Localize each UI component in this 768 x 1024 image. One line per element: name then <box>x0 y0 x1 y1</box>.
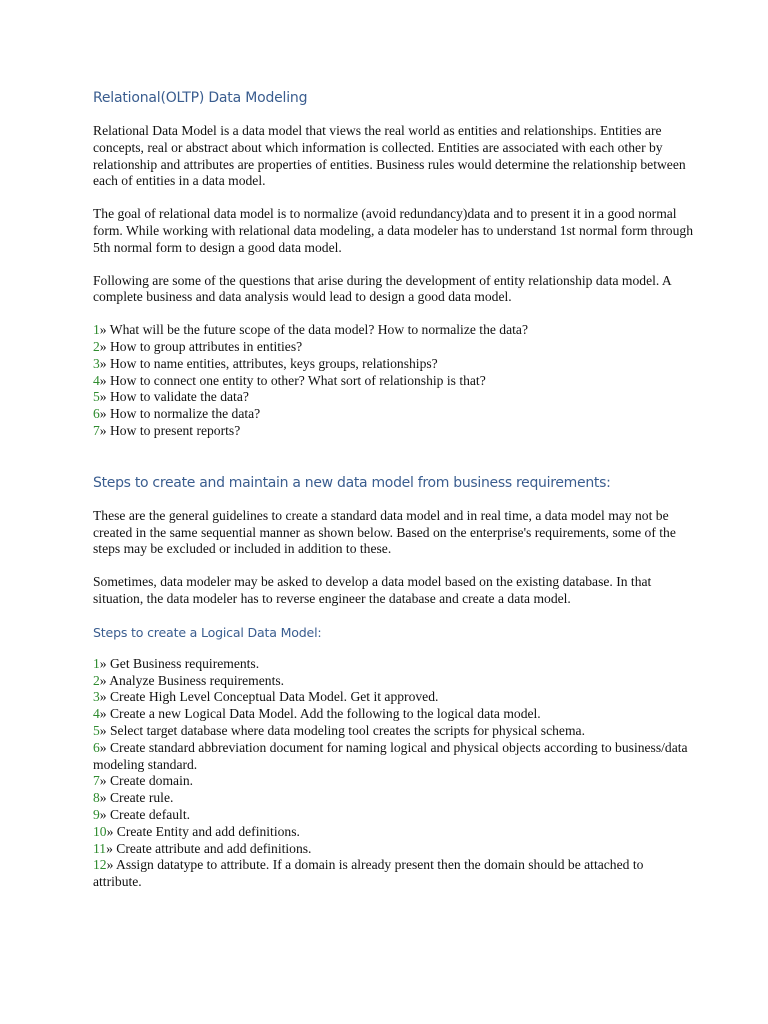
list-text: » What will be the future scope of the data model? How to normalize the data? <box>99 322 528 338</box>
list-item <box>93 723 693 740</box>
list-item <box>93 689 693 706</box>
questions-list <box>93 322 693 440</box>
list-item <box>93 339 693 356</box>
list-text: » How to validate the data? <box>99 389 249 405</box>
list-text: » How to normalize the data? <box>99 406 261 422</box>
list-item <box>93 773 693 790</box>
list-number: 7 <box>93 422 100 438</box>
list-text: » How to name entities, attributes, keys groups, relationships? <box>99 355 438 371</box>
list-item <box>93 706 693 723</box>
list-text: » Create attribute and add definitions. <box>106 840 312 856</box>
list-item <box>93 389 693 406</box>
list-item <box>93 406 693 423</box>
list-text: » Create High Level Conceptual Data Model. Get it approved. <box>99 689 439 705</box>
list-number: 11 <box>93 840 107 856</box>
list-text: » Create a new Logical Data Model. Add the following to the logical data model. <box>99 706 541 722</box>
list-item <box>93 673 693 690</box>
list-item <box>93 807 693 824</box>
list-number: 4 <box>93 372 100 388</box>
paragraph: The goal of relational data model is to normalize (avoid redundancy)data and to present it in a good normal form. While working with relational data modeling, a data modeler has to understand 1st normal form through 5th normal form to design a good data model. <box>93 206 693 255</box>
list-text: » How to group attributes in entities? <box>99 338 303 354</box>
list-text: » Create rule. <box>99 790 174 806</box>
list-number: 3 <box>93 355 100 371</box>
list-text: » How to present reports? <box>99 422 241 438</box>
list-number: 1 <box>93 322 100 338</box>
spacer <box>93 440 693 473</box>
list-number: 9 <box>93 806 100 822</box>
list-item <box>93 857 693 891</box>
paragraph: Sometimes, data modeler may be asked to develop a data model based on the existing database. In that situation, the data modeler has to reverse engineer the database and create a data model. <box>93 574 652 606</box>
steps-list <box>93 656 693 891</box>
list-item <box>93 322 693 339</box>
list-number: 10 <box>93 823 107 839</box>
list-item <box>93 740 693 774</box>
list-text: » How to connect one entity to other? What sort of relationship is that? <box>99 372 486 388</box>
paragraph: Following are some of the questions that arise during the development of entity relationship data model. A complete business and data analysis would lead to design a good data model. <box>93 272 671 305</box>
section-heading-relational-data-modeling: Relational(OLTP) Data Modeling <box>93 90 308 106</box>
list-number: 1 <box>93 655 100 671</box>
list-number: 3 <box>93 689 100 705</box>
list-text: » Analyze Business requirements. <box>99 672 285 688</box>
list-item <box>93 841 693 858</box>
paragraph: Relational Data Model is a data model that views the real world as entities and relationships. Entities are concepts, real or abstract about which information is collected. Entities are associated with each other by relationship and attributes are properties of entities. Business rules would determine the relationship between each of entities in a data model. <box>93 123 686 189</box>
list-item <box>93 373 693 390</box>
list-text: » Get Business requirements. <box>99 655 260 671</box>
list-item <box>93 656 693 673</box>
list-text: » Select target database where data modeling tool creates the scripts for physical schema. <box>99 722 585 738</box>
list-item <box>93 356 693 373</box>
list-number: 4 <box>93 706 100 722</box>
list-number: 5 <box>93 722 100 738</box>
list-text: » Create Entity and add definitions. <box>106 823 300 839</box>
section-heading-steps-new-data-model: Steps to create and maintain a new data model from business requirements: <box>93 474 611 491</box>
list-number: 2 <box>93 672 100 688</box>
list-item <box>93 790 693 807</box>
list-number: 8 <box>93 790 100 806</box>
list-item <box>93 423 693 440</box>
document-page <box>93 88 693 891</box>
list-text: » Create standard abbreviation document for naming logical and physical objects according to business/data modeling standard. <box>93 739 688 772</box>
section-heading-logical-data-model: Steps to create a Logical Data Model: <box>93 624 322 640</box>
list-number: 2 <box>93 338 100 354</box>
list-item <box>93 824 693 841</box>
list-number: 6 <box>93 406 100 422</box>
list-number: 5 <box>93 389 100 405</box>
list-text: » Create default. <box>99 806 191 822</box>
list-number: 6 <box>93 739 100 755</box>
list-text: » Assign datatype to attribute. If a domain is already present then the domain should be attached to attribute. <box>93 857 644 890</box>
paragraph: These are the general guidelines to create a standard data model and in real time, a data model may not be created in the same sequential manner as shown below. Based on the enterprise's requirements, some of the steps may be excluded or included in addition to these. <box>93 507 676 557</box>
list-number: 12 <box>93 857 107 873</box>
list-number: 7 <box>93 773 100 789</box>
list-text: » Create domain. <box>99 773 194 789</box>
